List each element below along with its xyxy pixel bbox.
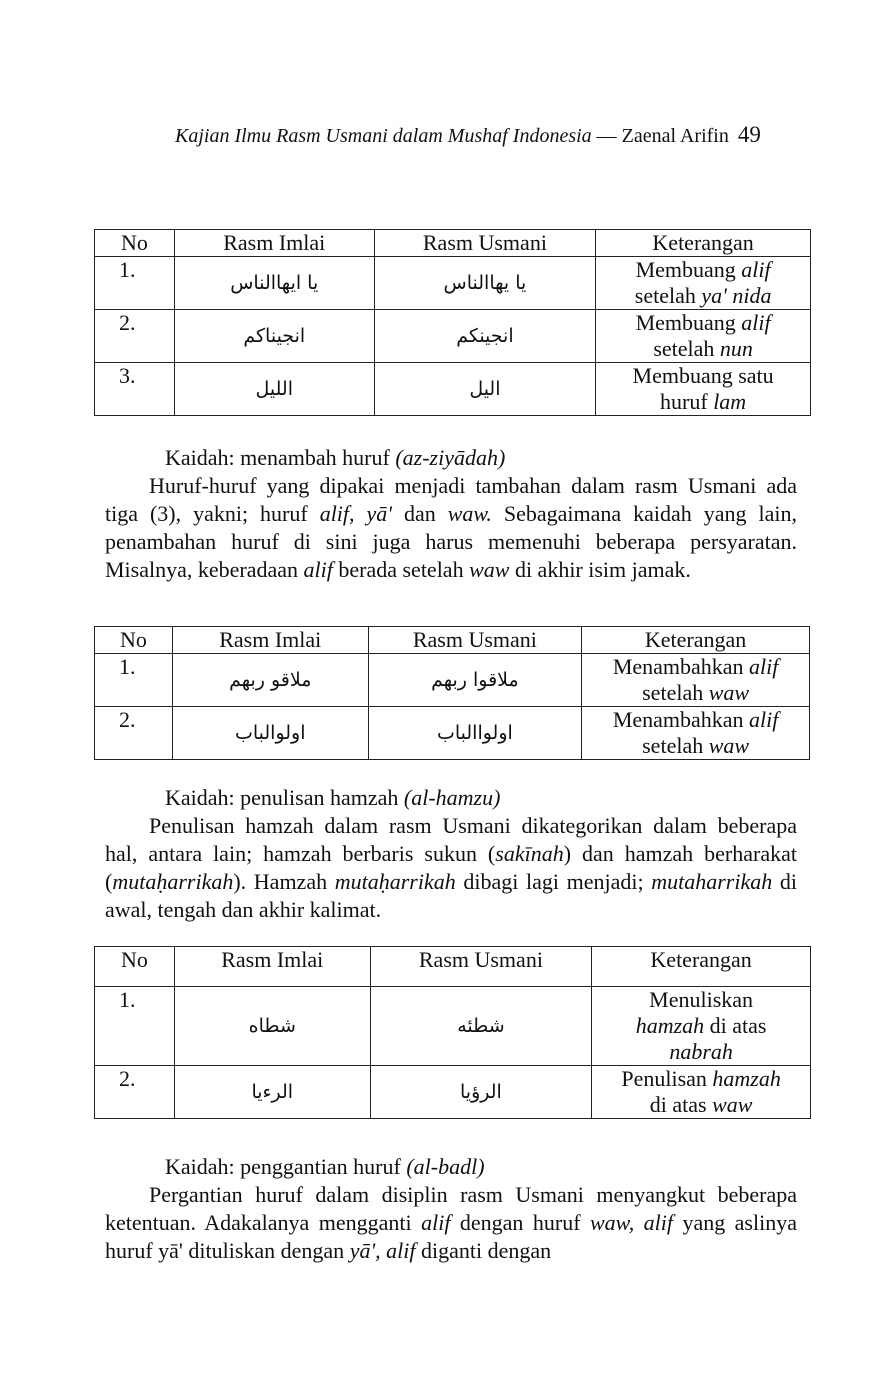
para-term: mutaharrikah xyxy=(651,869,773,894)
ket-text: Membuang xyxy=(635,310,742,335)
ket-term: hamzah xyxy=(712,1066,781,1091)
header-rasm-imlai: Rasm Imlai xyxy=(174,947,370,987)
para-text: yang aslinya huruf yā' dituliskan dengan xyxy=(105,1210,797,1263)
keterangan-cell xyxy=(582,707,810,760)
row-number: 2. xyxy=(95,707,173,760)
para-text: ) dan hamzah berharakat ( xyxy=(105,841,797,894)
ket-text: Penulisan xyxy=(621,1066,713,1091)
row-number: 2. xyxy=(95,1066,175,1119)
para-text xyxy=(634,1210,643,1235)
ket-term: waw xyxy=(708,733,750,758)
header-no: No xyxy=(95,627,173,654)
para-text: diganti dengan xyxy=(415,1238,552,1263)
table-row xyxy=(95,707,810,760)
ket-term: lam xyxy=(713,389,747,414)
ket-text: di atas xyxy=(704,1013,767,1038)
row-number: 2. xyxy=(95,310,175,363)
kaidah-label: Kaidah: menambah huruf xyxy=(165,445,396,470)
keterangan-cell xyxy=(582,654,810,707)
para-term: mutaḥarrikah xyxy=(334,869,456,894)
row-number: 1. xyxy=(95,257,175,310)
rasm-imlai-cell: انجيناكم xyxy=(174,310,374,363)
ket-text: di atas xyxy=(649,1092,713,1117)
para-term: yā', xyxy=(349,1238,381,1263)
ket-term: ya' nida xyxy=(701,283,772,308)
kaidah-term: (al-hamzu) xyxy=(403,785,501,810)
row-number: 1. xyxy=(95,654,173,707)
rasm-usmani-cell: اولواالباب xyxy=(368,707,582,760)
para-term: alif xyxy=(386,1238,416,1263)
ket-text: setelah xyxy=(642,680,709,705)
para-text: Huruf-huruf yang dipakai menjadi tambahan dalam rasm Usmani ada tiga (3), yakni; huruf xyxy=(105,473,797,526)
ket-term: alif xyxy=(749,654,779,679)
rasm-usmani-cell: الرؤيا xyxy=(370,1066,592,1119)
keterangan-cell xyxy=(592,1066,811,1119)
ket-term: hamzah xyxy=(635,1013,705,1038)
table-row xyxy=(95,1066,811,1119)
para-text: Penulisan hamzah dalam rasm Usmani dikategorikan dalam beberapa hal, antara lain; hamzah berbaris sukun ( xyxy=(105,813,797,866)
ket-text: setelah xyxy=(653,336,720,361)
rasm-imlai-cell: اولوالباب xyxy=(172,707,368,760)
ket-text: Membuang xyxy=(635,257,742,282)
header-keterangan: Keterangan xyxy=(596,230,811,257)
header-rasm-imlai: Rasm Imlai xyxy=(174,230,374,257)
ket-text: setelah xyxy=(634,283,702,308)
kaidah-term: (al-badl) xyxy=(406,1154,485,1179)
rasm-imlai-cell: الرءيا xyxy=(174,1066,370,1119)
rasm-usmani-cell: انجينكم xyxy=(374,310,596,363)
ket-text: huruf xyxy=(660,389,714,414)
para-text: berada setelah xyxy=(332,557,470,582)
table-row xyxy=(95,363,811,416)
ket-term: nabrah xyxy=(669,1039,733,1064)
para-text: dibagi lagi menjadi; xyxy=(455,869,652,894)
para-term: alif, yā' xyxy=(319,501,392,526)
kaidah-heading xyxy=(165,1153,485,1181)
rasm-usmani-cell: شطئه xyxy=(370,987,592,1066)
para-text: dengan huruf xyxy=(450,1210,590,1235)
rasm-imlai-cell: الليل xyxy=(174,363,374,416)
kaidah-label: Kaidah: penggantian huruf xyxy=(165,1154,407,1179)
page-number: 49 xyxy=(737,122,761,147)
para-text: dan xyxy=(391,501,448,526)
kaidah-term: (az-ziyādah) xyxy=(395,445,506,470)
header-keterangan: Keterangan xyxy=(592,947,811,987)
ket-term: nun xyxy=(719,336,753,361)
paragraph-hamzu xyxy=(105,812,797,924)
table-header-row xyxy=(95,230,811,257)
para-term: alif xyxy=(643,1210,673,1235)
table-header-row xyxy=(95,947,811,987)
ket-text: Menambahkan xyxy=(612,707,750,732)
table-header-row xyxy=(95,627,810,654)
table-row xyxy=(95,654,810,707)
header-rasm-imlai: Rasm Imlai xyxy=(172,627,368,654)
rasm-imlai-cell: ملاقو ربهم xyxy=(172,654,368,707)
header-rasm-usmani: Rasm Usmani xyxy=(368,627,582,654)
para-text: di awal, tengah dan akhir kalimat. xyxy=(105,869,797,922)
ket-term: alif xyxy=(741,310,771,335)
rasm-usmani-cell: اليل xyxy=(374,363,596,416)
table-hamzu xyxy=(94,946,811,1119)
ket-text: Membuang satu xyxy=(632,363,774,388)
book-title: Kajian Ilmu Rasm Usmani dalam Mushaf Indonesia xyxy=(175,125,592,147)
table-row xyxy=(95,257,811,310)
rasm-usmani-cell: يا يهاالناس xyxy=(374,257,596,310)
para-text: Sebagaimana kaidah yang lain, penambahan huruf di sini juga harus memenuhi beberapa persyaratan. Misalnya, keberadaan xyxy=(105,501,797,582)
kaidah-heading xyxy=(165,784,500,812)
para-text: ). Hamzah xyxy=(233,869,335,894)
running-head xyxy=(175,122,800,148)
para-term: alif xyxy=(303,557,333,582)
ket-term: alif xyxy=(741,257,771,282)
paragraph-ziyadah xyxy=(105,472,797,584)
header-rasm-usmani: Rasm Usmani xyxy=(370,947,592,987)
ket-text: setelah xyxy=(642,733,709,758)
rasm-usmani-cell: ملاقوا ربهم xyxy=(368,654,582,707)
keterangan-cell xyxy=(596,363,811,416)
ket-term: waw xyxy=(712,1092,753,1117)
para-term: mutaḥarrikah xyxy=(112,869,234,894)
table-row xyxy=(95,310,811,363)
para-term: waw xyxy=(469,557,510,582)
keterangan-cell xyxy=(592,987,811,1066)
table-row xyxy=(95,987,811,1066)
para-term: waw. xyxy=(447,501,492,526)
rasm-imlai-cell: شطاه xyxy=(174,987,370,1066)
ket-text: Menambahkan xyxy=(612,654,750,679)
paragraph-badl xyxy=(105,1181,797,1265)
para-term: alif xyxy=(421,1210,451,1235)
row-number: 1. xyxy=(95,987,175,1066)
table-membuang xyxy=(94,229,811,416)
rasm-imlai-cell: يا ايهاالناس xyxy=(174,257,374,310)
header-rasm-usmani: Rasm Usmani xyxy=(374,230,596,257)
header-no: No xyxy=(95,947,175,987)
para-term: waw, xyxy=(589,1210,635,1235)
row-number: 3. xyxy=(95,363,175,416)
para-term: sakīnah xyxy=(495,841,564,866)
kaidah-heading xyxy=(165,444,505,472)
keterangan-cell xyxy=(596,257,811,310)
ket-text: Menuliskan xyxy=(649,987,754,1012)
title-separator: — xyxy=(596,125,617,147)
kaidah-label: Kaidah: penulisan hamzah xyxy=(165,785,404,810)
keterangan-cell xyxy=(596,310,811,363)
author-name: Zaenal Arifin xyxy=(621,125,729,147)
para-text: Pergantian huruf dalam disiplin rasm Usmani menyangkut beberapa ketentuan. Adakalanya mengganti xyxy=(105,1182,797,1235)
para-text: di akhir isim jamak. xyxy=(509,557,691,582)
ket-term: waw xyxy=(708,680,750,705)
header-no: No xyxy=(95,230,175,257)
ket-term: alif xyxy=(749,707,779,732)
header-keterangan: Keterangan xyxy=(582,627,810,654)
table-ziyadah xyxy=(94,626,810,760)
